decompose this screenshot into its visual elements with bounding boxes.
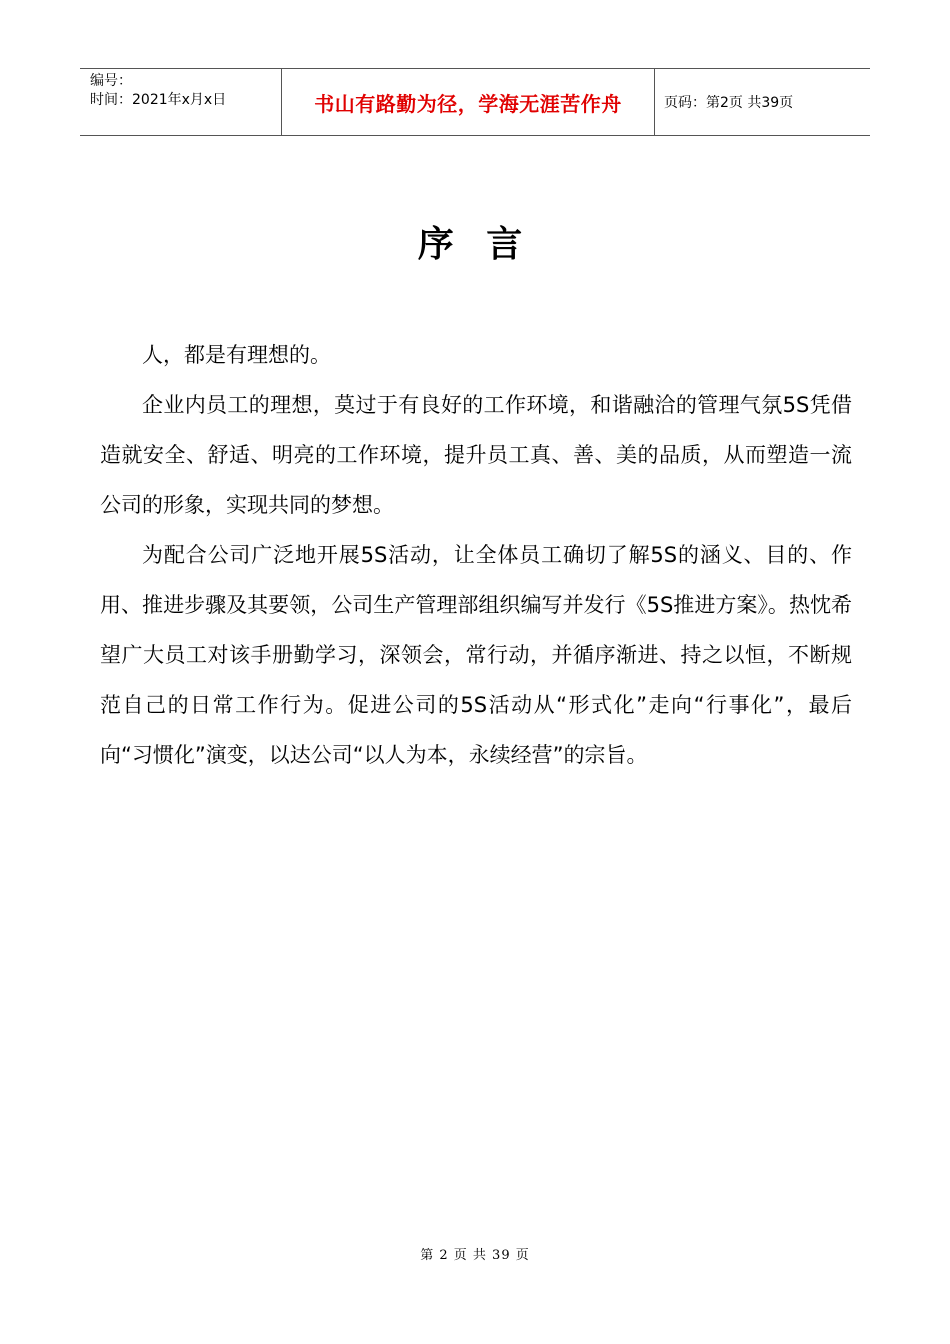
header-meta [80,69,282,135]
paragraph: 为配合公司广泛地开展5S活动，让全体员工确切了解5S的涵义、目的、作用、推进步骤及其要领，公司生产管理部组织编写并发行《5S推进方案》。热忱希望广大员工对该手册勤学习，深领会，常行动，并循序渐进、持之以恒，不断规范自己的日常工作行为。促进公司的5S活动从“形式化”走向“行事化”，最后向“习惯化”演变，以达公司“以人为本，永续经营”的宗旨。 [100,543,852,767]
preface-body [100,330,852,780]
page-title: 序 言 [417,224,533,265]
document-date: 时间：2021年x月x日 [90,92,227,108]
document-number: 编号： [90,73,132,89]
header-page-info: 页码：第2页 共39页 [664,95,794,111]
header-motto: 书山有路勤为径，学海无涯苦作舟 [282,69,655,135]
paragraph: 人，都是有理想的。 [142,343,331,367]
page-footer: 第 2 页 共 39 页 [420,1248,530,1263]
page-header [80,68,870,136]
paragraph: 企业内员工的理想，莫过于有良好的工作环境，和谐融洽的管理气氛5S凭借造就安全、舒适、明亮的工作环境，提升员工真、善、美的品质，从而塑造一流公司的形象，实现共同的梦想。 [100,393,852,517]
